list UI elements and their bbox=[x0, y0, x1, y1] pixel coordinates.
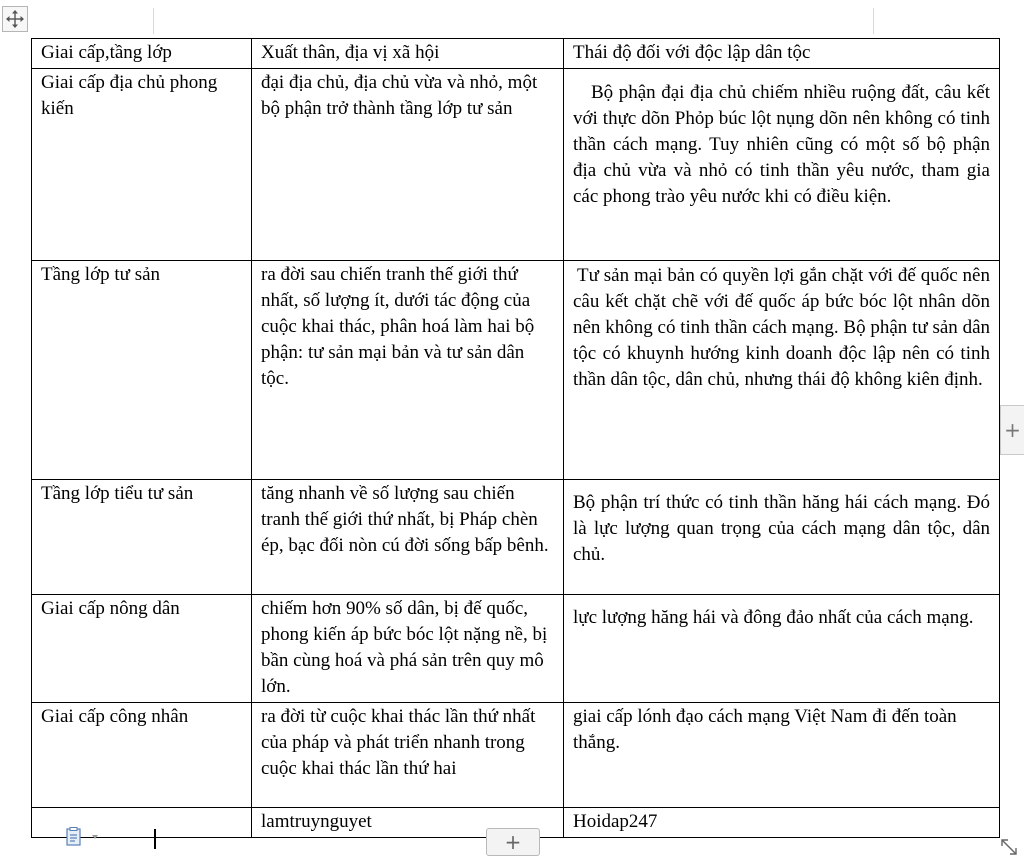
table-row bbox=[32, 703, 1000, 808]
table-row bbox=[32, 480, 1000, 595]
cell-class[interactable]: Giai cấp địa chủ phong kiến bbox=[32, 69, 252, 261]
cell-origin[interactable]: tăng nhanh về số lượng sau chiến tranh thế giới thứ nhất, bị Pháp chèn ép, bạc đối nòn cú đời sống bấp bênh. bbox=[252, 480, 564, 595]
page-guide-left bbox=[153, 8, 154, 34]
header-cell-class[interactable]: Giai cấp,tầng lớp bbox=[32, 39, 252, 69]
table-row bbox=[32, 261, 1000, 480]
cell-origin[interactable]: ra đời từ cuộc khai thác lần thứ nhất của pháp và phát triển nhanh trong cuộc khai thác lần thứ hai bbox=[252, 703, 564, 808]
cell-attitude[interactable]: Bộ phận đại địa chủ chiếm nhiều ruộng đất, câu kết với thực dõn Phỏp búc lột nụng dõn nên không có tinh thần cách mạng. Tuy nhiên cũng có một số bộ phận địa chủ vừa và nhỏ có tinh thần yêu nước, tham gia các phong trào yêu nước khi có điều kiện. bbox=[564, 69, 1000, 261]
cell-attitude[interactable]: Tư sản mại bản có quyền lợi gắn chặt với đế quốc nên câu kết chặt chẽ với đế quốc áp bức bóc lột nhân dõn nên không có tinh thần cách mạng. Bộ phận tư sản dân tộc có khuynh hướng kinh doanh độc lập nên có tinh thần dân tộc, dân chủ, nhưng thái độ không kiên định. bbox=[564, 261, 1000, 480]
add-column-button[interactable] bbox=[1000, 405, 1024, 455]
plus-icon: + bbox=[504, 830, 522, 854]
plus-icon: + bbox=[1004, 418, 1021, 442]
move-table-icon bbox=[5, 9, 25, 29]
table-row bbox=[32, 595, 1000, 703]
class-table bbox=[31, 38, 1000, 838]
header-cell-attitude[interactable]: Thái độ đối với độc lập dân tộc bbox=[564, 39, 1000, 69]
cell-origin[interactable]: chiếm hơn 90% số dân, bị đế quốc, phong kiến áp bức bóc lột nặng nề, bị bần cùng hoá và phá sản trên quy mô lớn. bbox=[252, 595, 564, 703]
header-cell-origin[interactable]: Xuất thân, địa vị xã hội bbox=[252, 39, 564, 69]
cell-class[interactable]: Giai cấp công nhân bbox=[32, 703, 252, 808]
table-row bbox=[32, 69, 1000, 261]
cell-class[interactable]: Tầng lớp tiểu tư sản bbox=[32, 480, 252, 595]
footer-cell-source[interactable]: Hoidap247 bbox=[564, 808, 1000, 838]
cell-origin[interactable]: đại địa chủ, địa chủ vừa và nhỏ, một bộ phận trở thành tầng lớp tư sản bbox=[252, 69, 564, 261]
chevron-down-icon bbox=[90, 832, 100, 842]
cell-attitude[interactable]: giai cấp lónh đạo cách mạng Việt Nam đi đến toàn thắng. bbox=[564, 703, 1000, 808]
table-move-handle[interactable] bbox=[2, 6, 28, 32]
cell-attitude[interactable]: lực lượng hăng hái và đông đảo nhất của cách mạng. bbox=[564, 595, 1000, 703]
add-row-button[interactable] bbox=[486, 828, 540, 856]
cell-class[interactable]: Giai cấp nông dân bbox=[32, 595, 252, 703]
paste-options-icon bbox=[64, 826, 86, 848]
paste-options-button[interactable] bbox=[64, 826, 110, 848]
text-caret bbox=[154, 829, 156, 849]
footer-cell-author[interactable]: lamtruynguyet bbox=[252, 808, 564, 838]
resize-table-icon[interactable] bbox=[998, 836, 1020, 858]
page-guide-right bbox=[873, 8, 874, 34]
cell-attitude[interactable]: Bộ phận trí thức có tinh thần hăng hái cách mạng. Đó là lực lượng quan trọng của cách mạng dân tộc, dân chủ. bbox=[564, 480, 1000, 595]
cell-origin[interactable]: ra đời sau chiến tranh thế giới thứ nhất, số lượng ít, dưới tác động của cuộc khai thác, phân hoá làm hai bộ phận: tư sản mại bản và tư sản dân tộc. bbox=[252, 261, 564, 480]
table-header-row bbox=[32, 39, 1000, 69]
cell-class[interactable]: Tầng lớp tư sản bbox=[32, 261, 252, 480]
